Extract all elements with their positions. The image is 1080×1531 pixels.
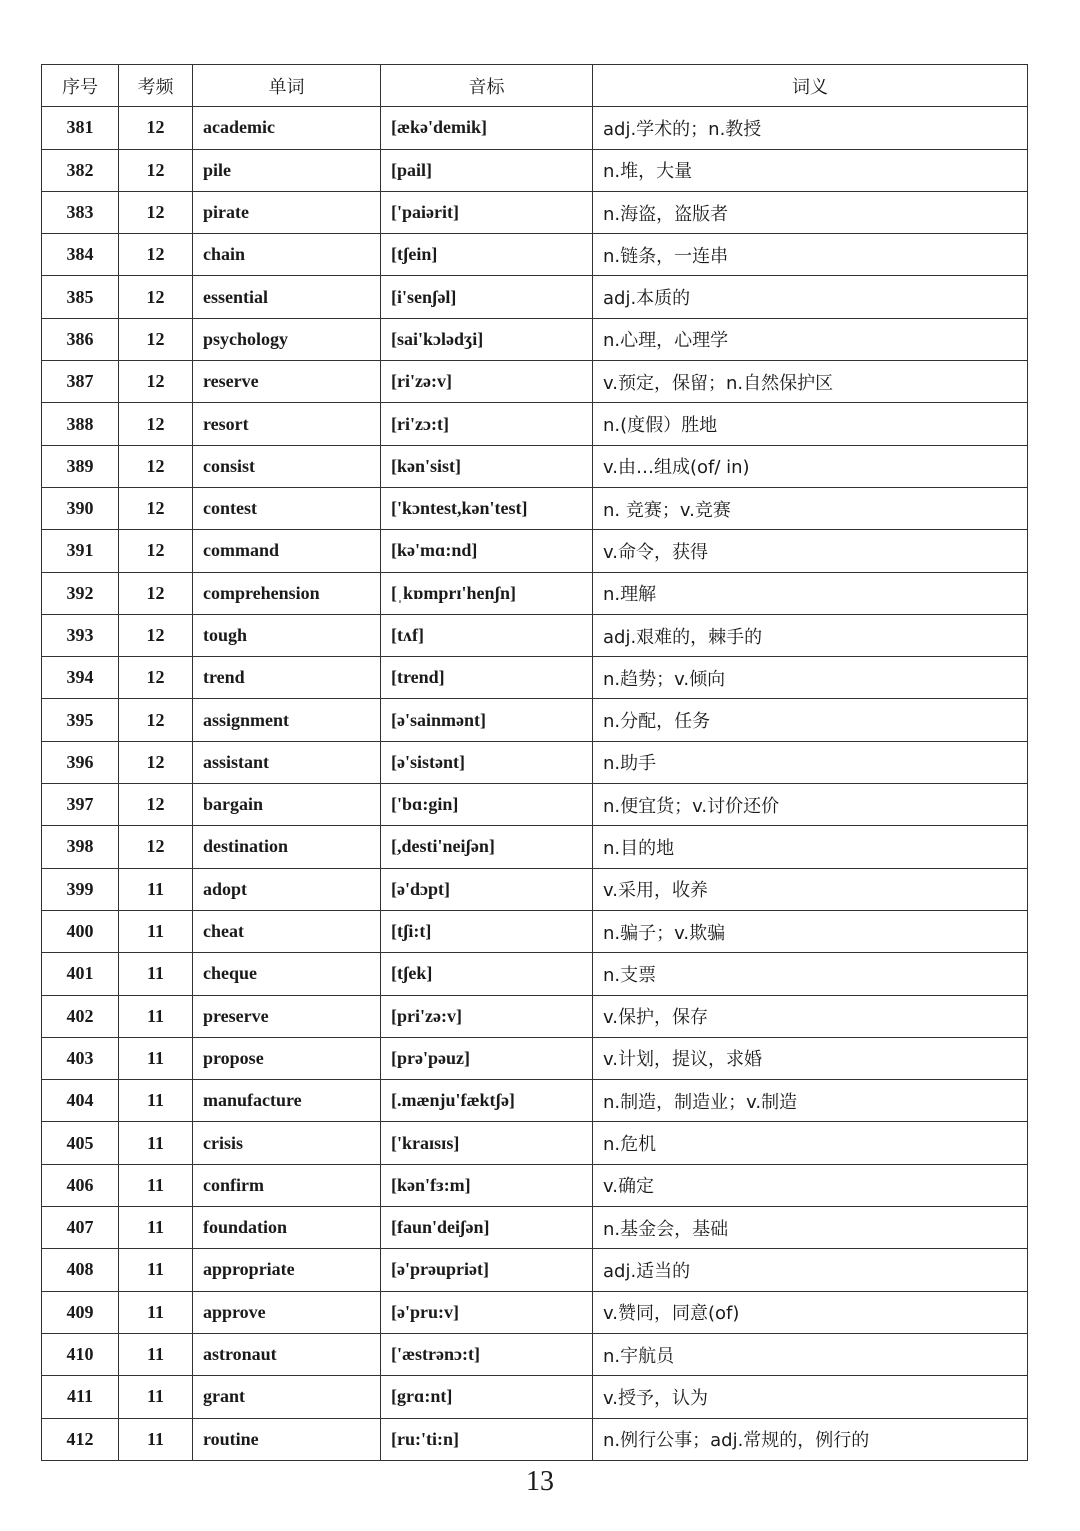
table-row bbox=[42, 276, 1028, 318]
cell-word: preserve bbox=[193, 995, 381, 1037]
table-row bbox=[42, 191, 1028, 233]
cell-freq: 12 bbox=[119, 107, 193, 149]
cell-num: 411 bbox=[42, 1376, 119, 1418]
cell-freq: 11 bbox=[119, 1376, 193, 1418]
table-row bbox=[42, 995, 1028, 1037]
header-freq: 考频 bbox=[119, 65, 193, 107]
cell-num: 398 bbox=[42, 826, 119, 868]
cell-word: pile bbox=[193, 149, 381, 191]
cell-num: 410 bbox=[42, 1333, 119, 1375]
cell-word: assignment bbox=[193, 699, 381, 741]
page-number: 13 bbox=[526, 1466, 554, 1497]
cell-freq: 11 bbox=[119, 1333, 193, 1375]
table-row bbox=[42, 149, 1028, 191]
cell-ipa: [ru:'ti:n] bbox=[381, 1418, 593, 1460]
cell-word: command bbox=[193, 530, 381, 572]
cell-freq: 12 bbox=[119, 572, 193, 614]
cell-num: 396 bbox=[42, 741, 119, 783]
cell-meaning: v.计划，提议，求婚 bbox=[593, 1037, 1028, 1079]
cell-word: appropriate bbox=[193, 1249, 381, 1291]
table-row bbox=[42, 699, 1028, 741]
cell-ipa: [ə'sainmənt] bbox=[381, 699, 593, 741]
cell-word: resort bbox=[193, 403, 381, 445]
cell-freq: 12 bbox=[119, 699, 193, 741]
cell-word: foundation bbox=[193, 1207, 381, 1249]
cell-ipa: [ækə'demik] bbox=[381, 107, 593, 149]
cell-meaning: n.宇航员 bbox=[593, 1333, 1028, 1375]
cell-ipa: [sai'kɔlədʒi] bbox=[381, 318, 593, 360]
cell-freq: 11 bbox=[119, 910, 193, 952]
cell-num: 393 bbox=[42, 614, 119, 656]
cell-freq: 11 bbox=[119, 953, 193, 995]
cell-num: 394 bbox=[42, 657, 119, 699]
table-row bbox=[42, 910, 1028, 952]
cell-meaning: n.堆，大量 bbox=[593, 149, 1028, 191]
cell-word: propose bbox=[193, 1037, 381, 1079]
cell-ipa: [ə'pru:v] bbox=[381, 1291, 593, 1333]
cell-meaning: adj.艰难的，棘手的 bbox=[593, 614, 1028, 656]
cell-num: 399 bbox=[42, 868, 119, 910]
cell-ipa: ['æstrənɔ:t] bbox=[381, 1333, 593, 1375]
cell-num: 402 bbox=[42, 995, 119, 1037]
cell-word: destination bbox=[193, 826, 381, 868]
cell-word: reserve bbox=[193, 361, 381, 403]
cell-freq: 12 bbox=[119, 487, 193, 529]
cell-meaning: n.海盗，盗版者 bbox=[593, 191, 1028, 233]
cell-freq: 11 bbox=[119, 868, 193, 910]
cell-word: contest bbox=[193, 487, 381, 529]
cell-meaning: n.目的地 bbox=[593, 826, 1028, 868]
cell-meaning: v.由…组成(of/ in) bbox=[593, 445, 1028, 487]
cell-num: 409 bbox=[42, 1291, 119, 1333]
cell-word: adopt bbox=[193, 868, 381, 910]
cell-meaning: v.预定，保留；n.自然保护区 bbox=[593, 361, 1028, 403]
cell-freq: 12 bbox=[119, 149, 193, 191]
cell-ipa: [tʃek] bbox=[381, 953, 593, 995]
header-meaning: 词义 bbox=[593, 65, 1028, 107]
cell-freq: 11 bbox=[119, 1291, 193, 1333]
table-row bbox=[42, 741, 1028, 783]
cell-ipa: [grɑ:nt] bbox=[381, 1376, 593, 1418]
cell-num: 389 bbox=[42, 445, 119, 487]
table-row bbox=[42, 487, 1028, 529]
cell-meaning: n.理解 bbox=[593, 572, 1028, 614]
cell-freq: 12 bbox=[119, 784, 193, 826]
cell-meaning: n.骗子；v.欺骗 bbox=[593, 910, 1028, 952]
cell-num: 382 bbox=[42, 149, 119, 191]
header-ipa: 音标 bbox=[381, 65, 593, 107]
cell-freq: 12 bbox=[119, 318, 193, 360]
cell-ipa: [,desti'neiʃən] bbox=[381, 826, 593, 868]
cell-freq: 12 bbox=[119, 191, 193, 233]
cell-ipa: [ri'zɔ:t] bbox=[381, 403, 593, 445]
table-row bbox=[42, 1037, 1028, 1079]
cell-freq: 11 bbox=[119, 1249, 193, 1291]
cell-freq: 11 bbox=[119, 1207, 193, 1249]
cell-freq: 12 bbox=[119, 741, 193, 783]
cell-ipa: [tʌf] bbox=[381, 614, 593, 656]
cell-num: 385 bbox=[42, 276, 119, 318]
table-row bbox=[42, 445, 1028, 487]
cell-meaning: adj.适当的 bbox=[593, 1249, 1028, 1291]
cell-num: 387 bbox=[42, 361, 119, 403]
cell-word: crisis bbox=[193, 1122, 381, 1164]
cell-ipa: [ˌkɒmprɪ'henʃn] bbox=[381, 572, 593, 614]
table-row bbox=[42, 614, 1028, 656]
cell-freq: 11 bbox=[119, 1080, 193, 1122]
cell-freq: 11 bbox=[119, 1037, 193, 1079]
cell-ipa: [prə'pəuz] bbox=[381, 1037, 593, 1079]
cell-ipa: [i'senʃəl] bbox=[381, 276, 593, 318]
cell-meaning: n.(度假）胜地 bbox=[593, 403, 1028, 445]
table-row bbox=[42, 657, 1028, 699]
cell-ipa: [ə'dɔpt] bbox=[381, 868, 593, 910]
table-row bbox=[42, 1164, 1028, 1206]
cell-meaning: v.赞同，同意(of) bbox=[593, 1291, 1028, 1333]
table-row bbox=[42, 107, 1028, 149]
cell-ipa: [tʃein] bbox=[381, 234, 593, 276]
cell-word: confirm bbox=[193, 1164, 381, 1206]
cell-freq: 12 bbox=[119, 234, 193, 276]
cell-num: 400 bbox=[42, 910, 119, 952]
cell-ipa: [ə'sistənt] bbox=[381, 741, 593, 783]
vocabulary-table bbox=[41, 64, 1028, 1461]
table-row bbox=[42, 572, 1028, 614]
cell-word: essential bbox=[193, 276, 381, 318]
cell-ipa: [pri'zə:v] bbox=[381, 995, 593, 1037]
table-row bbox=[42, 868, 1028, 910]
cell-num: 405 bbox=[42, 1122, 119, 1164]
cell-meaning: n.基金会，基础 bbox=[593, 1207, 1028, 1249]
cell-meaning: v.授予，认为 bbox=[593, 1376, 1028, 1418]
cell-num: 386 bbox=[42, 318, 119, 360]
cell-word: assistant bbox=[193, 741, 381, 783]
cell-meaning: v.命令，获得 bbox=[593, 530, 1028, 572]
cell-ipa: [kə'mɑ:nd] bbox=[381, 530, 593, 572]
cell-ipa: ['kɔntest,kən'test] bbox=[381, 487, 593, 529]
header-num: 序号 bbox=[42, 65, 119, 107]
cell-freq: 11 bbox=[119, 1122, 193, 1164]
cell-word: comprehension bbox=[193, 572, 381, 614]
table-row bbox=[42, 1080, 1028, 1122]
cell-ipa: [trend] bbox=[381, 657, 593, 699]
cell-num: 383 bbox=[42, 191, 119, 233]
table-row bbox=[42, 1122, 1028, 1164]
cell-meaning: adj.本质的 bbox=[593, 276, 1028, 318]
cell-meaning: n.例行公事；adj.常规的，例行的 bbox=[593, 1418, 1028, 1460]
cell-freq: 12 bbox=[119, 403, 193, 445]
cell-num: 408 bbox=[42, 1249, 119, 1291]
table-row bbox=[42, 1291, 1028, 1333]
cell-freq: 12 bbox=[119, 361, 193, 403]
table-body bbox=[42, 107, 1028, 1461]
cell-word: psychology bbox=[193, 318, 381, 360]
cell-freq: 11 bbox=[119, 1418, 193, 1460]
cell-ipa: ['kraɪsɪs] bbox=[381, 1122, 593, 1164]
table-row bbox=[42, 1249, 1028, 1291]
cell-freq: 12 bbox=[119, 657, 193, 699]
table-row bbox=[42, 1376, 1028, 1418]
cell-num: 392 bbox=[42, 572, 119, 614]
cell-freq: 12 bbox=[119, 445, 193, 487]
cell-meaning: n.支票 bbox=[593, 953, 1028, 995]
cell-ipa: ['paiərit] bbox=[381, 191, 593, 233]
table-row bbox=[42, 234, 1028, 276]
table-row bbox=[42, 361, 1028, 403]
cell-meaning: v.保护，保存 bbox=[593, 995, 1028, 1037]
cell-meaning: adj.学术的；n.教授 bbox=[593, 107, 1028, 149]
cell-ipa: [ə'prəupriət] bbox=[381, 1249, 593, 1291]
cell-meaning: n.危机 bbox=[593, 1122, 1028, 1164]
table-row bbox=[42, 318, 1028, 360]
cell-word: cheat bbox=[193, 910, 381, 952]
cell-word: grant bbox=[193, 1376, 381, 1418]
cell-num: 403 bbox=[42, 1037, 119, 1079]
cell-meaning: n.助手 bbox=[593, 741, 1028, 783]
cell-ipa: [faun'deiʃən] bbox=[381, 1207, 593, 1249]
cell-num: 381 bbox=[42, 107, 119, 149]
cell-num: 404 bbox=[42, 1080, 119, 1122]
header-word: 单词 bbox=[193, 65, 381, 107]
cell-word: bargain bbox=[193, 784, 381, 826]
cell-meaning: v.采用，收养 bbox=[593, 868, 1028, 910]
table-row bbox=[42, 1207, 1028, 1249]
cell-word: cheque bbox=[193, 953, 381, 995]
header-row bbox=[42, 65, 1028, 107]
cell-meaning: n.分配，任务 bbox=[593, 699, 1028, 741]
cell-ipa: ['bɑ:gin] bbox=[381, 784, 593, 826]
cell-freq: 12 bbox=[119, 826, 193, 868]
cell-ipa: [ri'zə:v] bbox=[381, 361, 593, 403]
cell-meaning: n.便宜货；v.讨价还价 bbox=[593, 784, 1028, 826]
cell-num: 406 bbox=[42, 1164, 119, 1206]
cell-num: 395 bbox=[42, 699, 119, 741]
cell-num: 391 bbox=[42, 530, 119, 572]
cell-num: 412 bbox=[42, 1418, 119, 1460]
cell-num: 397 bbox=[42, 784, 119, 826]
table-row bbox=[42, 1418, 1028, 1460]
table-row bbox=[42, 1333, 1028, 1375]
table-row bbox=[42, 530, 1028, 572]
cell-word: manufacture bbox=[193, 1080, 381, 1122]
cell-meaning: n.制造，制造业；v.制造 bbox=[593, 1080, 1028, 1122]
cell-meaning: n. 竞赛；v.竞赛 bbox=[593, 487, 1028, 529]
cell-meaning: v.确定 bbox=[593, 1164, 1028, 1206]
cell-freq: 11 bbox=[119, 995, 193, 1037]
cell-word: routine bbox=[193, 1418, 381, 1460]
cell-freq: 12 bbox=[119, 614, 193, 656]
cell-meaning: n.心理，心理学 bbox=[593, 318, 1028, 360]
cell-freq: 11 bbox=[119, 1164, 193, 1206]
cell-freq: 12 bbox=[119, 276, 193, 318]
table-row bbox=[42, 784, 1028, 826]
cell-ipa: [tʃi:t] bbox=[381, 910, 593, 952]
cell-word: tough bbox=[193, 614, 381, 656]
cell-num: 390 bbox=[42, 487, 119, 529]
cell-num: 401 bbox=[42, 953, 119, 995]
cell-ipa: [pail] bbox=[381, 149, 593, 191]
cell-meaning: n.趋势；v.倾向 bbox=[593, 657, 1028, 699]
cell-freq: 12 bbox=[119, 530, 193, 572]
cell-ipa: [.mænju'fæktʃə] bbox=[381, 1080, 593, 1122]
cell-num: 384 bbox=[42, 234, 119, 276]
cell-word: academic bbox=[193, 107, 381, 149]
cell-word: approve bbox=[193, 1291, 381, 1333]
table-row bbox=[42, 403, 1028, 445]
cell-word: trend bbox=[193, 657, 381, 699]
cell-num: 388 bbox=[42, 403, 119, 445]
table-row bbox=[42, 953, 1028, 995]
cell-ipa: [kən'sist] bbox=[381, 445, 593, 487]
cell-meaning: n.链条，一连串 bbox=[593, 234, 1028, 276]
cell-word: consist bbox=[193, 445, 381, 487]
cell-ipa: [kən'fɜ:m] bbox=[381, 1164, 593, 1206]
cell-word: astronaut bbox=[193, 1333, 381, 1375]
cell-word: pirate bbox=[193, 191, 381, 233]
table-row bbox=[42, 826, 1028, 868]
cell-word: chain bbox=[193, 234, 381, 276]
cell-num: 407 bbox=[42, 1207, 119, 1249]
